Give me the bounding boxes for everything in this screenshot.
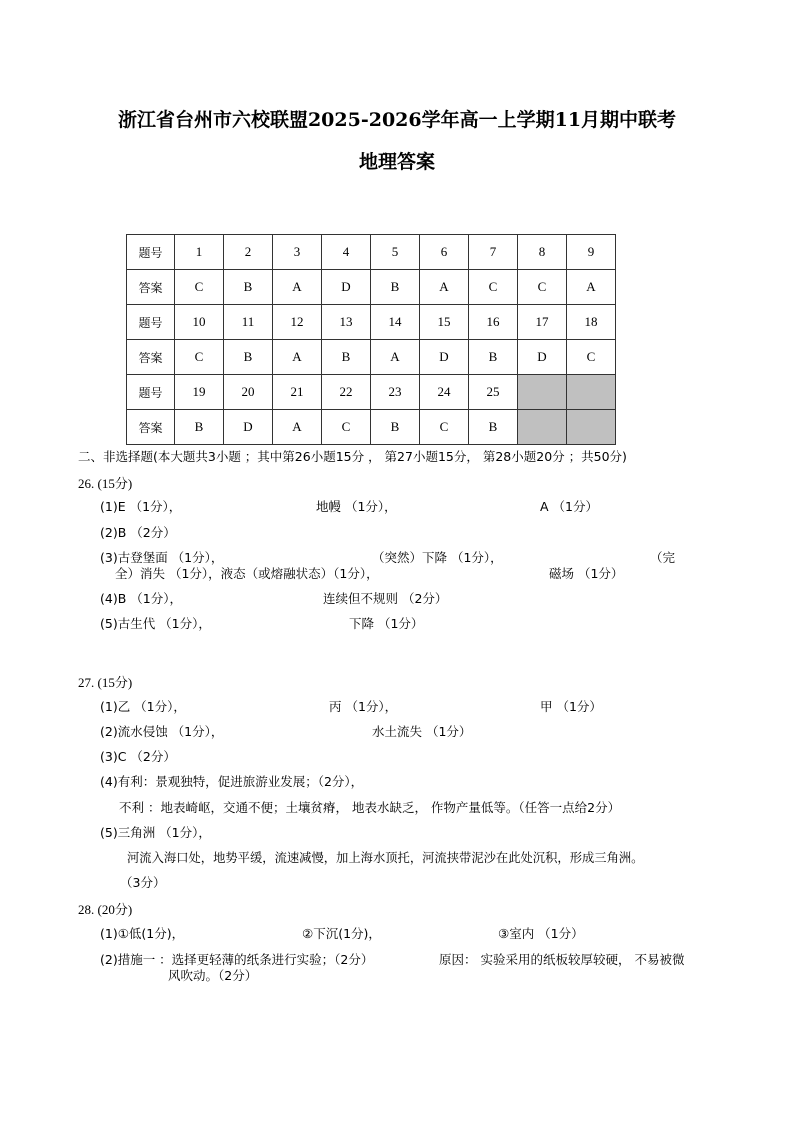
q26-p1b: 地幔 （1分）， [316,499,397,514]
q28-heading: 28. (20分) [78,902,133,917]
q27-p4a: (4)有利：景观独特，促进旅游业发展；（2分）， [100,774,364,789]
question-number-cell: 20 [224,375,273,410]
answer-cell: C [469,270,518,305]
answer-cell: A [273,340,322,375]
q26-p5b: 下降 （1分） [349,616,424,631]
question-number-cell: 21 [273,375,322,410]
row-label-answer: 答案 [127,340,175,375]
question-number-cell: 17 [518,305,567,340]
q26-p3d: 全）消失 （1分），液态（或熔融状态）（1分）， [115,566,379,581]
answer-cell: B [469,410,518,445]
q26-p1a: (1)E （1分）， [100,499,182,514]
q27-heading: 27. (15分) [78,675,133,690]
question-number-cell: 11 [224,305,273,340]
q27-p4b: 不利 ：地表崎岖，交通不便；土壤贫瘠， 地表水缺乏， 作物产量低等。（任答一点给2分） [119,800,621,815]
question-number-cell [518,375,567,410]
question-number-cell: 14 [371,305,420,340]
answer-cell: A [371,340,420,375]
q26-p5a: (5)古生代 （1分）， [100,616,211,631]
answer-cell [567,410,616,445]
q27-p5b: 河流入海口处，地势平缓，流速减慢，加上海水顶托，河流挟带泥沙在此处沉积，形成三角洲。 [127,851,644,865]
q27-p3: (3)C （2分） [100,749,176,764]
answer-cell: C [518,270,567,305]
question-number-cell: 23 [371,375,420,410]
q26-p4a: (4)B （1分）， [100,591,182,606]
q27-p2a: (2)流水侵蚀 （1分）， [100,724,224,739]
q26-p1c: A （1分） [540,499,598,514]
q27-p5a: (5)三角洲 （1分）， [100,825,211,840]
question-number-row [127,305,616,340]
q27-p2b: 水土流失 （1分） [372,724,472,739]
answer-row [127,270,616,305]
q28-p2a: (2)措施一 ：选择更轻薄的纸条进行实验；（2分） [100,952,374,967]
q26-p3c: （完 [650,550,676,565]
document-title: 浙江省台州市六校联盟2025-2026学年高一上学期11月期中联考 [117,109,677,131]
question-number-cell: 13 [322,305,371,340]
q28-p1b: ②下沉(1分)， [302,926,381,941]
question-number-cell: 15 [420,305,469,340]
question-number-cell: 19 [175,375,224,410]
q28-p1c: ③室内 （1分） [498,926,584,941]
answer-cell: B [322,340,371,375]
answer-cell: C [175,270,224,305]
q27-p1b: 丙 （1分）， [329,699,398,714]
answer-cell: D [224,410,273,445]
q28-p2b: 原因： 实验采用的纸板较厚较硬， 不易被微 [439,952,685,967]
question-number-cell: 18 [567,305,616,340]
answer-cell: B [224,270,273,305]
question-number-cell: 6 [420,235,469,270]
question-number-cell: 2 [224,235,273,270]
answer-cell: C [420,410,469,445]
question-number-cell: 12 [273,305,322,340]
answer-row [127,410,616,445]
answer-row [127,340,616,375]
answer-cell: C [567,340,616,375]
q28-p2c: 风吹动。（2分） [168,968,258,983]
answer-cell: D [420,340,469,375]
section-heading: 二、非选择题(本大题共3小题 ；其中第26小题15分 ， 第27小题15分， 第28小题20分 ；共50分) [78,449,627,464]
q26-p3a: (3)古登堡面 （1分）， [100,550,224,565]
row-label-question: 题号 [127,375,175,410]
row-label-answer: 答案 [127,270,175,305]
q26-p2: (2)B （2分） [100,525,176,540]
row-label-answer: 答案 [127,410,175,445]
answer-cell: B [371,410,420,445]
document-subtitle: 地理答案 [358,151,435,173]
question-number-cell: 22 [322,375,371,410]
answer-cell: D [518,340,567,375]
question-number-cell: 25 [469,375,518,410]
question-number-row [127,375,616,410]
question-number-cell: 16 [469,305,518,340]
answer-cell: C [322,410,371,445]
answer-cell: A [273,270,322,305]
question-number-cell: 7 [469,235,518,270]
answer-cell: C [175,340,224,375]
answer-cell: B [224,340,273,375]
answer-cell: A [567,270,616,305]
answer-cell: A [420,270,469,305]
answer-cell: D [322,270,371,305]
q27-p5c: （3分） [120,875,166,890]
q26-p3e: 磁场 （1分） [549,566,624,581]
question-number-cell: 10 [175,305,224,340]
answer-cell: B [371,270,420,305]
row-label-question: 题号 [127,235,175,270]
q26-p3b: （突然）下降 （1分）， [372,550,503,565]
answer-table [126,234,616,445]
answer-cell: A [273,410,322,445]
question-number-cell: 1 [175,235,224,270]
q27-p1c: 甲 （1分） [540,699,602,714]
row-label-question: 题号 [127,305,175,340]
q28-p1a: (1)①低(1分)， [100,926,185,941]
question-number-row [127,235,616,270]
q26-p4b: 连续但不规则 （2分） [323,591,448,606]
question-number-cell: 24 [420,375,469,410]
answer-cell: B [469,340,518,375]
question-number-cell: 4 [322,235,371,270]
question-number-cell [567,375,616,410]
question-number-cell: 8 [518,235,567,270]
question-number-cell: 3 [273,235,322,270]
answer-cell [518,410,567,445]
q27-p1a: (1)乙 （1分）， [100,699,186,714]
question-number-cell: 5 [371,235,420,270]
question-number-cell: 9 [567,235,616,270]
q26-heading: 26. (15分) [78,476,133,491]
answer-cell: B [175,410,224,445]
